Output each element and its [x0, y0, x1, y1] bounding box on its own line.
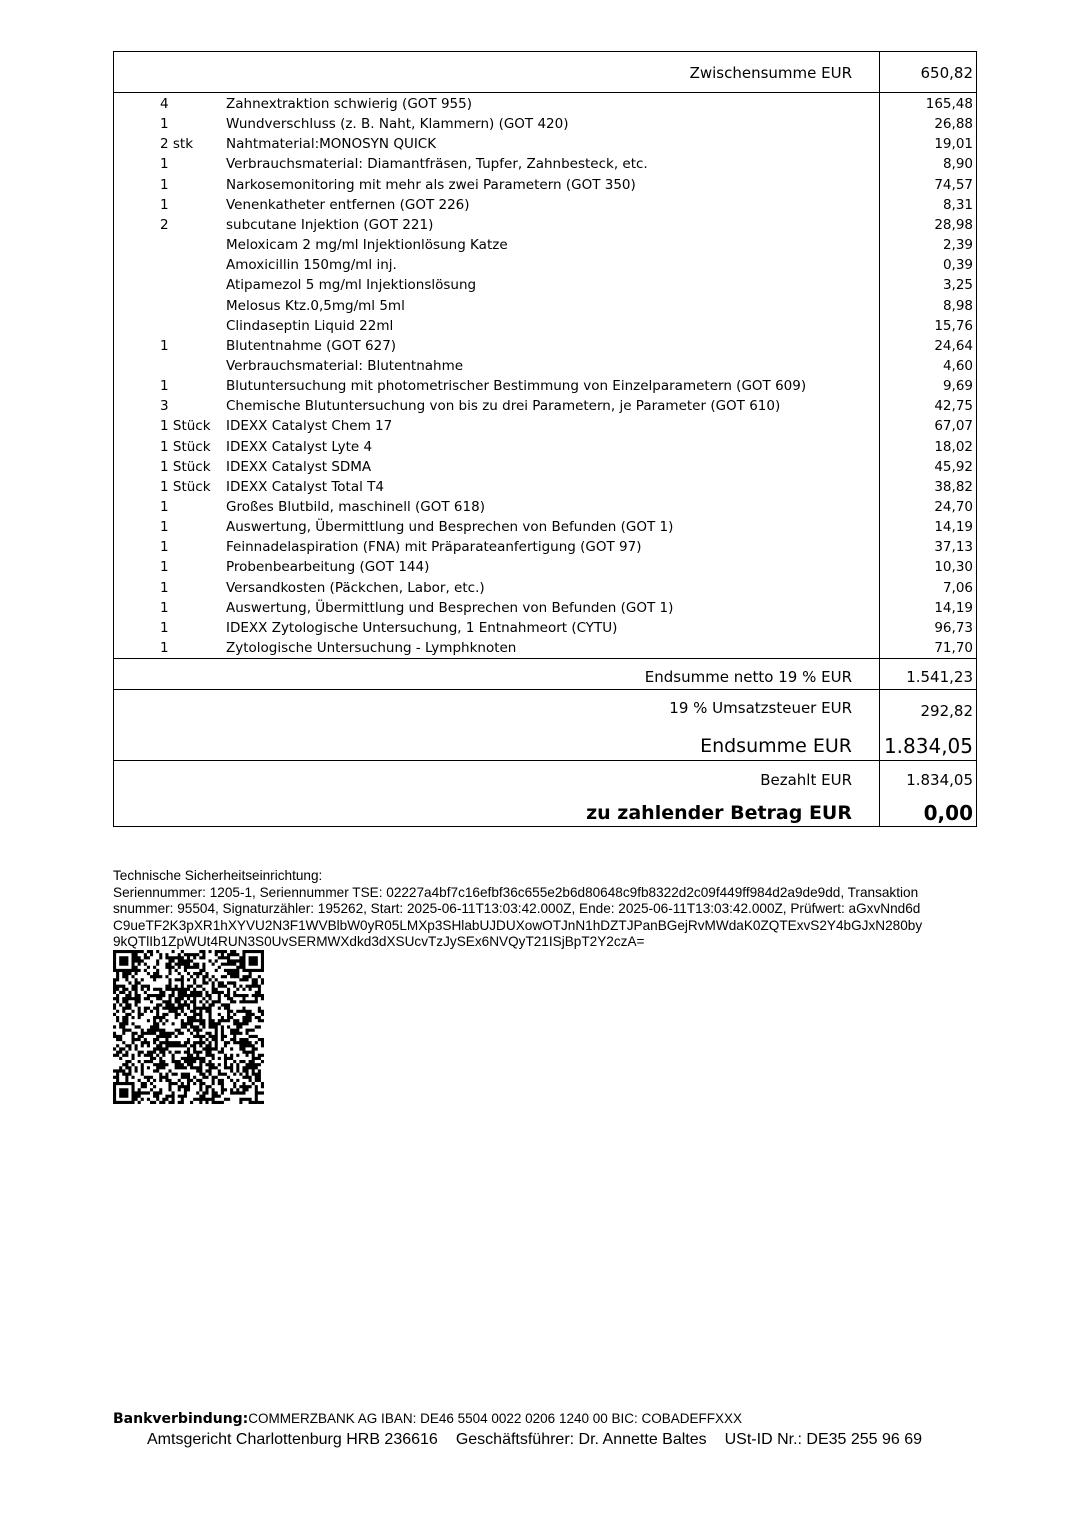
tse-line: snummer: 95504, Signaturzähler: 195262, Start: 2025-06-11T13:03:42.000Z, Ende: 2025-06-11T13:03:42.000Z, Prüfwert: aGxvNnd6d: [113, 901, 921, 916]
subtotal-value: 650,82: [920, 64, 973, 82]
item-price: 14,19: [934, 519, 973, 536]
table-row: [114, 195, 976, 215]
item-description: Feinnadelaspiration (FNA) mit Präparateanfertigung (GOT 97): [226, 539, 642, 556]
item-description: Wundverschluss (z. B. Naht, Klammern) (GOT 420): [226, 116, 569, 133]
table-row: [114, 578, 976, 598]
item-price: 26,88: [934, 116, 973, 133]
table-row: [114, 376, 976, 396]
table-row: [114, 296, 976, 316]
table-row: [114, 316, 976, 336]
tse-block: [113, 868, 983, 951]
paid-label: Bezahlt EUR: [760, 771, 852, 789]
item-quantity: 1 Stück: [160, 478, 211, 495]
paid-value: 1.834,05: [906, 771, 973, 789]
item-description: Venenkatheter entfernen (GOT 226): [226, 196, 470, 213]
item-quantity: 2: [160, 216, 169, 233]
table-row: [114, 437, 976, 457]
table-row: [114, 215, 976, 235]
amount-due-value: 0,00: [923, 801, 973, 825]
divider-total: [114, 760, 976, 761]
table-row: [114, 497, 976, 517]
item-description: Blutentnahme (GOT 627): [226, 337, 397, 354]
subtotal-label: Zwischensumme EUR: [689, 64, 852, 82]
table-row: [114, 154, 976, 174]
item-description: Verbrauchsmaterial: Diamantfräsen, Tupfer, Zahnbesteck, etc.: [226, 156, 648, 173]
item-quantity: 1: [160, 116, 169, 133]
item-description: Verbrauchsmaterial: Blutentnahme: [226, 357, 464, 374]
item-price: 165,48: [925, 96, 973, 112]
item-price: 0,39: [942, 257, 973, 274]
item-description: subcutane Injektion (GOT 221): [226, 216, 434, 233]
item-quantity: 1: [160, 640, 169, 657]
table-row: [114, 134, 976, 154]
item-price: 38,82: [934, 478, 973, 495]
item-price: 15,76: [934, 317, 973, 334]
tse-line: C9ueTF2K3pXR1hXYVU2N3F1WVBlbW0yR05LMXp3SHlabUJDUXowOTJnN1hDZTJPanBGejRvMWdaK0ZQTExvS2Y4bGJxN280by: [113, 917, 923, 933]
item-description: IDEXX Catalyst Total T4: [226, 478, 384, 495]
table-row: [114, 396, 976, 416]
item-quantity: 3: [160, 398, 169, 415]
item-description: Clindaseptin Liquid 22ml: [226, 317, 394, 334]
table-row: [114, 638, 976, 658]
table-row: [114, 537, 976, 557]
item-quantity: 1: [160, 156, 169, 173]
item-description: Großes Blutbild, maschinell (GOT 618): [226, 499, 485, 515]
company-details: [147, 1431, 940, 1449]
item-quantity: 1: [160, 519, 169, 536]
item-quantity: 1: [160, 539, 169, 556]
item-price: 10,30: [934, 559, 973, 576]
item-description: Versandkosten (Päckchen, Labor, etc.): [226, 579, 485, 596]
item-quantity: 1: [160, 559, 169, 576]
table-row: [114, 94, 976, 114]
item-quantity: 1: [160, 196, 169, 213]
table-row: [114, 598, 976, 618]
item-quantity: 1: [160, 176, 169, 193]
item-description: IDEXX Catalyst Chem 17: [226, 418, 393, 435]
divider-net: [114, 689, 976, 690]
item-price: 7,06: [942, 579, 973, 596]
item-price: 2,39: [942, 237, 973, 254]
item-price: 9,69: [942, 378, 973, 395]
bank-label: Bankverbindung:: [113, 1411, 249, 1427]
item-description: Amoxicillin 150mg/ml inj.: [226, 257, 397, 274]
table-row: [114, 517, 976, 537]
tse-heading: Technische Sicherheitseinrichtung:: [113, 868, 323, 883]
item-description: Zahnextraktion schwierig (GOT 955): [226, 96, 472, 112]
item-price: 24,64: [934, 337, 973, 354]
item-description: IDEXX Zytologische Untersuchung, 1 Entnahmeort (CYTU): [226, 619, 618, 636]
amount-due-label: zu zahlender Betrag EUR: [586, 802, 852, 824]
item-description: IDEXX Catalyst Lyte 4: [226, 438, 373, 455]
table-row: [114, 235, 976, 255]
item-price: 14,19: [934, 599, 973, 616]
item-quantity: 1: [160, 619, 169, 636]
item-price: 74,57: [934, 176, 973, 193]
item-quantity: 1 Stück: [160, 458, 211, 475]
item-description: Melosus Ktz.0,5mg/ml 5ml: [226, 297, 405, 314]
item-quantity: 1: [160, 378, 169, 395]
item-quantity: 1 Stück: [160, 418, 211, 435]
bank-details: [113, 1411, 742, 1427]
qr-modules: [113, 950, 264, 1104]
item-description: Meloxicam 2 mg/ml Injektionlösung Katze: [226, 237, 508, 254]
divider-subtotal: [114, 92, 976, 93]
item-price: 8,31: [942, 196, 973, 213]
qr-code: [113, 950, 264, 1104]
item-price: 8,90: [942, 156, 973, 173]
item-quantity: 1: [160, 499, 169, 515]
item-description: IDEXX Catalyst SDMA: [226, 458, 372, 475]
table-row: [114, 618, 976, 638]
item-description: Blutuntersuchung mit photometrischer Bestimmung von Einzelparametern (GOT 609): [226, 378, 807, 395]
table-row: [114, 356, 976, 376]
item-description: Auswertung, Übermittlung und Besprechen von Befunden (GOT 1): [226, 599, 674, 616]
tse-line: 9kQTlIb1ZpWUt4RUN3S0UvSERMWXdkd3dXSUcvTzJySEx6NVQyT21ISjBpT2Y2czA=: [113, 934, 645, 949]
tse-line: Seriennummer: 1205-1, Seriennummer TSE: 02227a4bf7c16efbf36c655e2b6d80648c9fb8322d2c09f449ff984d2a9de9dd, Transaktion: [113, 884, 919, 900]
item-description: Probenbearbeitung (GOT 144): [226, 559, 430, 576]
item-price: 8,98: [942, 297, 973, 314]
vat-value: 292,82: [920, 702, 973, 720]
item-price: 37,13: [934, 539, 973, 556]
item-price: 45,92: [934, 458, 973, 475]
item-price: 4,60: [942, 357, 973, 374]
grand-total-label: Endsumme EUR: [700, 735, 852, 757]
table-row: [114, 175, 976, 195]
item-quantity: 1: [160, 579, 169, 596]
table-row: [114, 114, 976, 134]
table-row: [114, 255, 976, 275]
item-price: 67,07: [934, 418, 973, 435]
table-row: [114, 557, 976, 577]
item-quantity: 1: [160, 337, 169, 354]
item-quantity: 1 Stück: [160, 438, 211, 455]
vat-id: USt-ID Nr.: DE35 255 96 69: [724, 1431, 923, 1448]
invoice-table: [113, 51, 977, 827]
court-registration: Amtsgericht Charlottenburg HRB 236616: [147, 1431, 438, 1448]
item-description: Chemische Blutuntersuchung von bis zu drei Parametern, je Parameter (GOT 610): [226, 398, 781, 415]
vat-label: 19 % Umsatzsteuer EUR: [669, 699, 852, 717]
divider-items-end: [114, 658, 976, 659]
item-price: 96,73: [934, 619, 973, 636]
item-price: 19,01: [934, 136, 973, 153]
item-description: Zytologische Untersuchung - Lymphknoten: [226, 640, 517, 657]
item-price: 71,70: [934, 640, 973, 657]
item-price: 42,75: [934, 398, 973, 415]
item-description: Auswertung, Übermittlung und Besprechen von Befunden (GOT 1): [226, 519, 674, 536]
item-quantity: 1: [160, 599, 169, 616]
grand-total-value: 1.834,05: [883, 734, 973, 758]
item-price: 24,70: [934, 499, 973, 515]
table-row: [114, 477, 976, 497]
table-row: [114, 336, 976, 356]
bank-text: COMMERZBANK AG IBAN: DE46 5504 0022 0206 1240 00 BIC: COBADEFFXXX: [248, 1411, 743, 1426]
net-total-value: 1.541,23: [906, 668, 973, 686]
item-quantity: 2 stk: [160, 136, 194, 153]
item-price: 18,02: [934, 438, 973, 455]
table-row: [114, 275, 976, 295]
item-price: 28,98: [934, 216, 973, 233]
net-total-label: Endsumme netto 19 % EUR: [644, 668, 852, 686]
table-row: [114, 457, 976, 477]
table-row: [114, 416, 976, 436]
managing-director: Geschäftsführer: Dr. Annette Baltes: [455, 1431, 707, 1448]
item-quantity: 4: [160, 96, 169, 112]
item-description: Narkosemonitoring mit mehr als zwei Parametern (GOT 350): [226, 176, 636, 193]
item-description: Atipamezol 5 mg/ml Injektionslösung: [226, 277, 477, 294]
item-description: Nahtmaterial:MONOSYN QUICK: [226, 136, 437, 153]
item-price: 3,25: [942, 277, 973, 294]
